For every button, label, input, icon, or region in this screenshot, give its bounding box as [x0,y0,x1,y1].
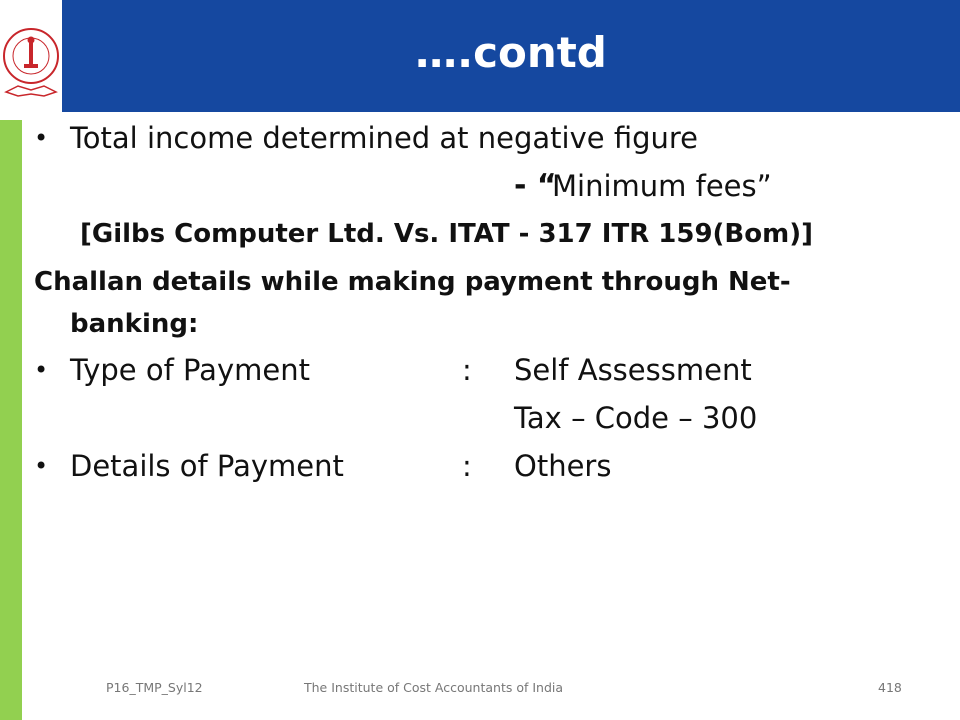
case-citation: [Gilbs Computer Ltd. Vs. ITAT - 317 ITR 159(Bom)] [80,219,813,249]
details-of-payment-label: Details of Payment [70,449,344,483]
bullet-icon: • [34,356,49,384]
challan-heading-cont: banking: [70,309,199,339]
type-of-payment-value: Self Assessment [514,353,752,387]
text-line-total-income: Total income determined at negative figure [70,121,699,155]
type-of-payment-label: Type of Payment [70,353,310,387]
footer-code: P16_TMP_Syl12 [106,680,203,695]
bullet-icon: • [34,124,49,152]
details-of-payment-value: Others [514,449,612,483]
tax-code-value: Tax – Code – 300 [514,401,758,435]
text-dash: - “ [514,168,557,203]
footer-institute: The Institute of Cost Accountants of India [304,680,564,695]
slide-title: ….contd [415,28,607,77]
logo-seal-icon [0,0,62,112]
accent-bar [0,120,22,720]
text-minimum-fees: Minimum fees” [552,169,772,203]
challan-heading: Challan details while making payment through Net- [34,267,791,297]
colon: : [462,353,472,387]
page-number: 418 [878,680,902,695]
bullet-icon: • [34,452,49,480]
colon: : [462,449,472,483]
institute-logo [0,0,62,112]
